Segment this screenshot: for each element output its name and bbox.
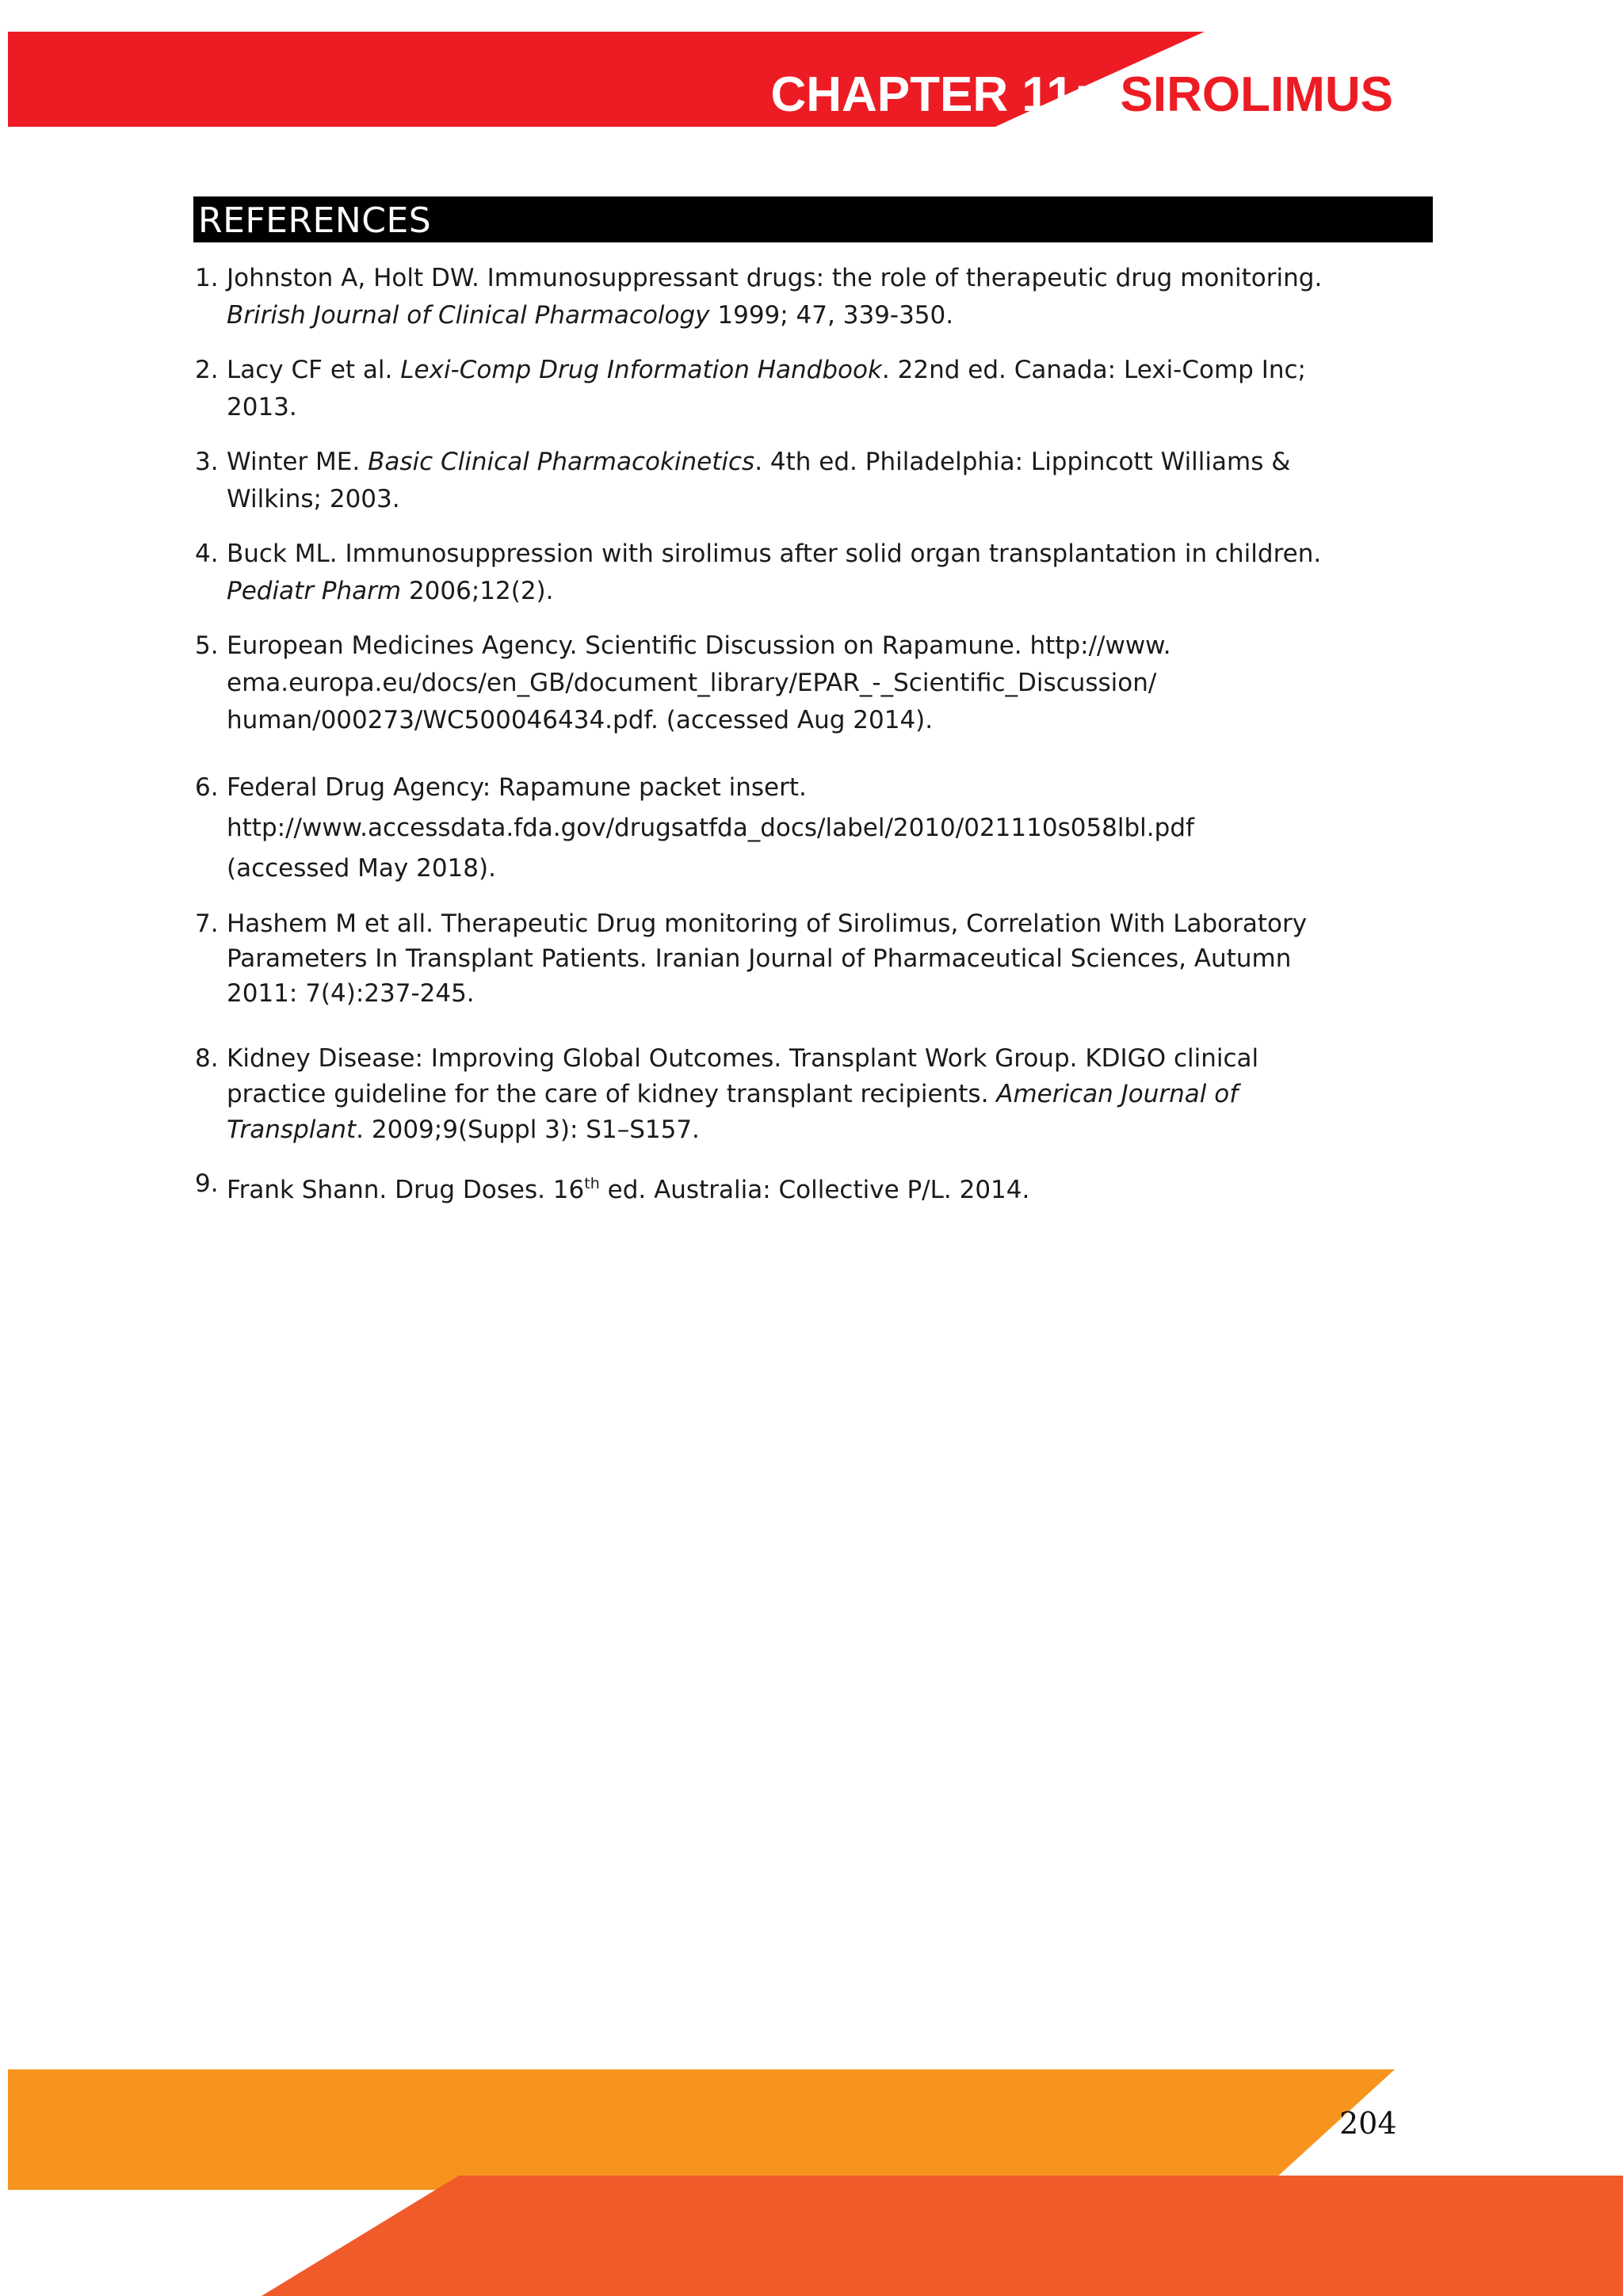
reference-item	[195, 906, 1447, 1011]
reference-number: 7.	[195, 910, 219, 938]
reference-line: European Medicines Agency. Scientific Discussion on Rapamune. http://www.	[227, 631, 1171, 660]
reference-line: Pediatr Pharm 2006;12(2).	[227, 577, 554, 605]
reference-line: Lacy CF et al. Lexi-Comp Drug Information Handbook. 22nd ed. Canada: Lexi-Comp Inc;	[227, 356, 1306, 384]
reference-line: Federal Drug Agency: Rapamune packet insert.	[227, 773, 807, 802]
reference-line: Johnston A, Holt DW. Immunosuppressant drugs: the role of therapeutic drug monitoring.	[227, 264, 1323, 292]
reference-line: Brirish Journal of Clinical Pharmacology 1999; 47, 339-350.	[227, 301, 954, 330]
book-title: Lexi-Comp Drug Information Handbook	[400, 356, 882, 384]
reference-line: (accessed May 2018).	[227, 854, 496, 883]
reference-list	[195, 260, 1447, 1226]
footer-band-orange	[8, 2069, 1395, 2190]
book-title: Basic Clinical Pharmacokinetics	[368, 448, 755, 476]
reference-item	[195, 1165, 1447, 1209]
journal-title: Transplant	[227, 1116, 357, 1144]
section-title: REFERENCES	[198, 200, 432, 241]
reference-line: Frank Shann. Drug Doses. 16th ed. Australia: Collective P/L. 2014.	[227, 1175, 1030, 1204]
reference-item	[195, 627, 1447, 739]
reference-number: 3.	[195, 448, 219, 476]
reference-line: 2011: 7(4):237-245.	[227, 979, 475, 1008]
page-number: 204	[1339, 2106, 1397, 2141]
footer-band-red	[262, 2176, 1623, 2296]
journal-title: American Journal of	[996, 1080, 1239, 1108]
reference-line: Hashem M et all. Therapeutic Drug monitoring of Sirolimus, Correlation With Laboratory	[227, 910, 1308, 938]
reference-line: Winter ME. Basic Clinical Pharmacokinetics. 4th ed. Philadelphia: Lippincott Williams &	[227, 448, 1291, 476]
reference-line: Kidney Disease: Improving Global Outcomes. Transplant Work Group. KDIGO clinical	[227, 1044, 1259, 1073]
reference-number: 8.	[195, 1044, 219, 1073]
reference-line: ema.europa.eu/docs/en_GB/document_library/EPAR_-_Scientific_Discussion/	[227, 669, 1157, 697]
reference-item	[195, 352, 1447, 426]
reference-number: 4.	[195, 540, 219, 568]
reference-number: 5.	[195, 631, 219, 660]
reference-number: 9.	[195, 1169, 219, 1198]
reference-line: 2013.	[227, 393, 297, 421]
reference-line: human/000273/WC500046434.pdf. (accessed Aug 2014).	[227, 706, 934, 734]
reference-line: Parameters In Transplant Patients. Iranian Journal of Pharmaceutical Sciences, Autumn	[227, 944, 1292, 973]
journal-title: Pediatr Pharm	[227, 577, 402, 605]
reference-item	[195, 260, 1447, 334]
reference-line: practice guideline for the care of kidney transplant recipients. American Journal of	[227, 1080, 1239, 1108]
reference-number: 1.	[195, 264, 219, 292]
chapter-title	[770, 63, 1393, 127]
reference-number: 2.	[195, 356, 219, 384]
reference-item	[195, 536, 1447, 610]
reference-line: Wilkins; 2003.	[227, 485, 400, 513]
reference-line: http://www.accessdata.fda.gov/drugsatfda_docs/label/2010/021110s058lbl.pdf	[227, 814, 1194, 842]
reference-line: Transplant. 2009;9(Suppl 3): S1–S157.	[227, 1116, 700, 1144]
journal-title: Brirish Journal of Clinical Pharmacology	[227, 301, 710, 330]
chapter-name: SIROLIMUS	[1120, 67, 1393, 122]
reference-line: Buck ML. Immunosuppression with sirolimus after solid organ transplantation in children.	[227, 540, 1322, 568]
reference-item	[195, 768, 1447, 889]
reference-item	[195, 444, 1447, 518]
reference-number: 6.	[195, 773, 219, 802]
chapter-label: CHAPTER 11:	[770, 67, 1090, 122]
reference-item	[195, 1041, 1447, 1148]
